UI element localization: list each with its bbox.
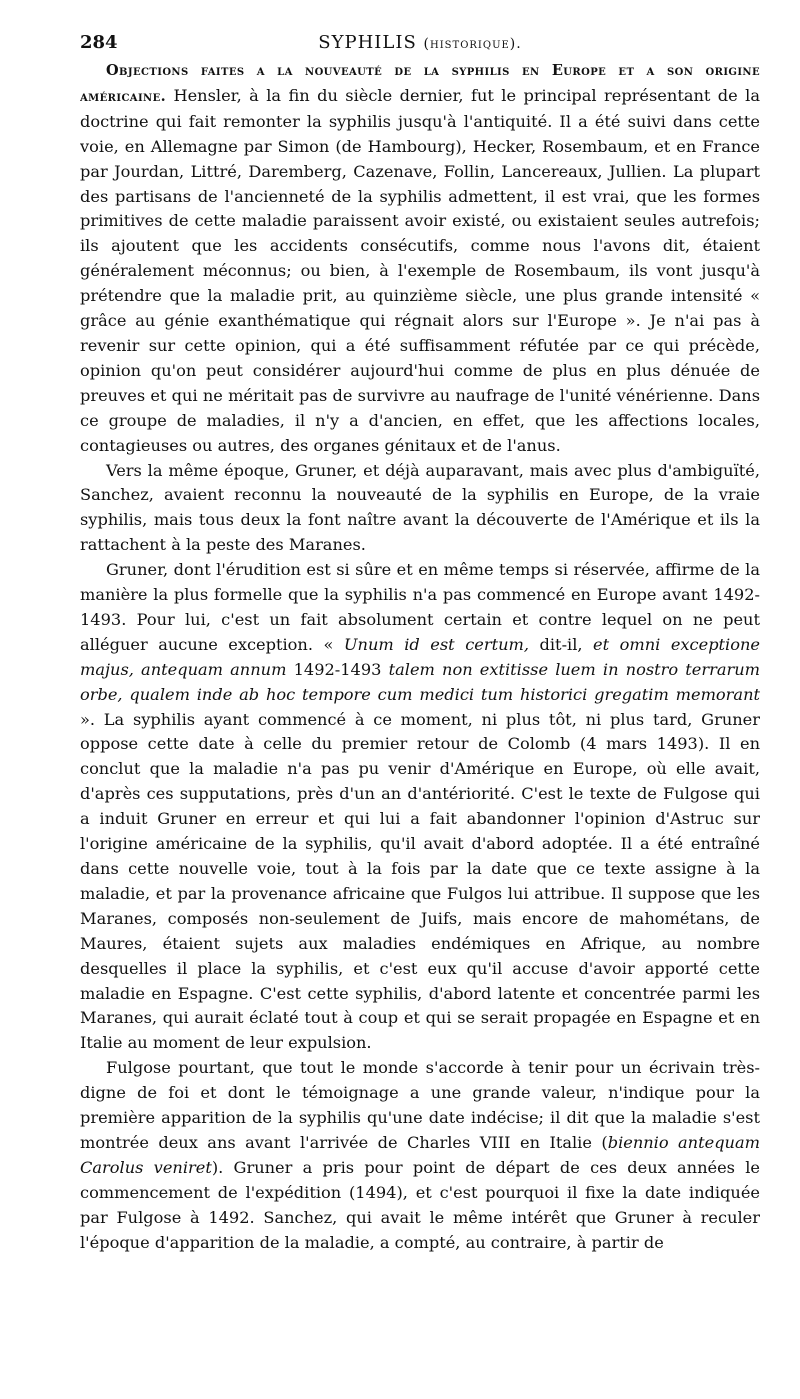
paragraph-objections bbox=[80, 58, 760, 459]
paragraph-fulgose bbox=[80, 1056, 760, 1255]
paragraph-text: Gruner, dont l'érudition est si sûre et en même temps si réservée, affirme de la manière la plus formelle que la syphilis n'a pas commencé en Europe avant 1492-1493. Pour lui, c'est un fait absolument certain et contre lequel on ne peut alléguer aucune exception. « bbox=[80, 560, 760, 654]
paragraph-text: Fulgose pourtant, que tout le monde s'accorde à tenir pour un écrivain très-digne de foi et dont le témoignage a une grande valeur, n'indique pour la première apparition de la syphilis qu'une date indécise; il dit que la maladie s'est montrée deux ans avant l'arrivée de Charles VIII en Italie ( bbox=[80, 1058, 760, 1152]
page-number: 284 bbox=[80, 32, 118, 53]
running-title bbox=[80, 32, 760, 53]
latin-quote: Unum id est certum, bbox=[343, 634, 530, 654]
section-heading: Objections faites a la nouveauté de la syphilis en Europe et a son origine américaine. bbox=[80, 62, 760, 105]
latin-quote: talem non extitisse luem in nostro terrarum orbe, qualem inde ab hoc tempore cum medici tum historici gregatim memorant bbox=[80, 659, 760, 704]
latin-quote: biennio antequam Carolus veniret bbox=[80, 1132, 760, 1177]
paragraph-text: Hensler, à la fin du siècle dernier, fut le principal représentant de la doctrine qui fait remonter la syphilis jusqu'à l'antiquité. Il a été suivi dans cette voie, en Allemagne par Simon (de Hambourg), Hecker, Rosembaum, et en France par Jourdan, Littré, Daremberg, Cazenave, Follin, Lancereaux, Jullien. La plupart des partisans de l'ancienneté de la syphilis admettent, il est vrai, que les formes primitives de cette maladie paraissent avoir existé, ou existaient seules autrefois; ils ajoutent que les accidents consécutifs, comme nous l'avons dit, étaient généralement méconnus; ou bien, à l'exemple de Rosembaum, ils vont jusqu'à prétendre que la maladie prit, au quinzième siècle, une plus grande intensité « grâce au génie exanthématique qui régnait alors sur l'Europe ». Je n'ai pas à revenir sur cette opinion, qui a été suffisamment réfutée par ce qui précède, opinion qu'on peut considérer aujourd'hui comme de plus en plus dénuée de preuves et qui ne méritait pas de survivre au naufrage de l'unité vénérienne. Dans ce groupe de maladies, il n'y a d'ancien, en effet, que les affections locales, contagieuses ou autres, des organes génitaux et de l'anus. bbox=[80, 85, 760, 455]
running-title-main: SYPHILIS bbox=[318, 32, 417, 53]
paragraph-text: 1492-1493 bbox=[286, 659, 389, 679]
paragraph-text: ). Gruner a pris pour point de départ de ces deux années le commencement de l'expédition (1494), et c'est pourquoi il fixe la date indiquée par Fulgose à 1492. Sanchez, qui avait le même intérêt que Gruner à reculer l'époque d'apparition de la maladie, a compté, au contraire, à partir de bbox=[80, 1157, 760, 1252]
paragraph-gruner bbox=[80, 558, 760, 1056]
paragraph-text: ». La syphilis ayant commencé à ce moment, ni plus tôt, ni plus tard, Gruner oppose cette date à celle du premier retour de Colomb (4 mars 1493). Il en conclut que la maladie n'a pas pu venir d'Amérique en Europe, où elle avait, d'après ces supputations, près d'un an d'antériorité. C'est le texte de Fulgose qui a induit Gruner en erreur et qui lui a fait abandonner l'opinion d'Astruc sur l'origine américaine de la syphilis, qu'il avait d'abord adoptée. Il a été entraîné dans cette nouvelle voie, tout à la fois par la date que ce texte assigne à la maladie, et par la provenance africaine que Fulgos lui attribue. Il suppose que les Maranes, composés non-seulement de Juifs, mais encore de mahométans, de Maures, étaient sujets aux maladies endémiques en Afrique, au nombre desquelles il place la syphilis, et c'est eux qu'il accuse d'avoir apporté cette maladie en Espagne. C'est cette syphilis, d'abord latente et concentrée parmi les Maranes, qui aurait éclaté tout à coup et qui se serait propagée en Espagne et en Italie au moment de leur expulsion. bbox=[80, 709, 760, 1053]
page bbox=[80, 28, 760, 1378]
latin-quote: et omni exceptione majus, antequam annum bbox=[80, 634, 760, 679]
paragraph-gruner-sanchez: Vers la même époque, Gruner, et déjà auparavant, mais avec plus d'ambiguïté, Sanchez, avaient reconnu la nouveauté de la syphilis en Europe, de la vraie syphilis, mais tous deux la font naître avant la découverte de l'Amérique et ils la rattachent à la peste des Maranes. bbox=[80, 460, 760, 555]
running-title-sub: (historique). bbox=[423, 36, 522, 52]
paragraph-text: dit-il, bbox=[529, 634, 594, 654]
page-header bbox=[80, 28, 760, 58]
